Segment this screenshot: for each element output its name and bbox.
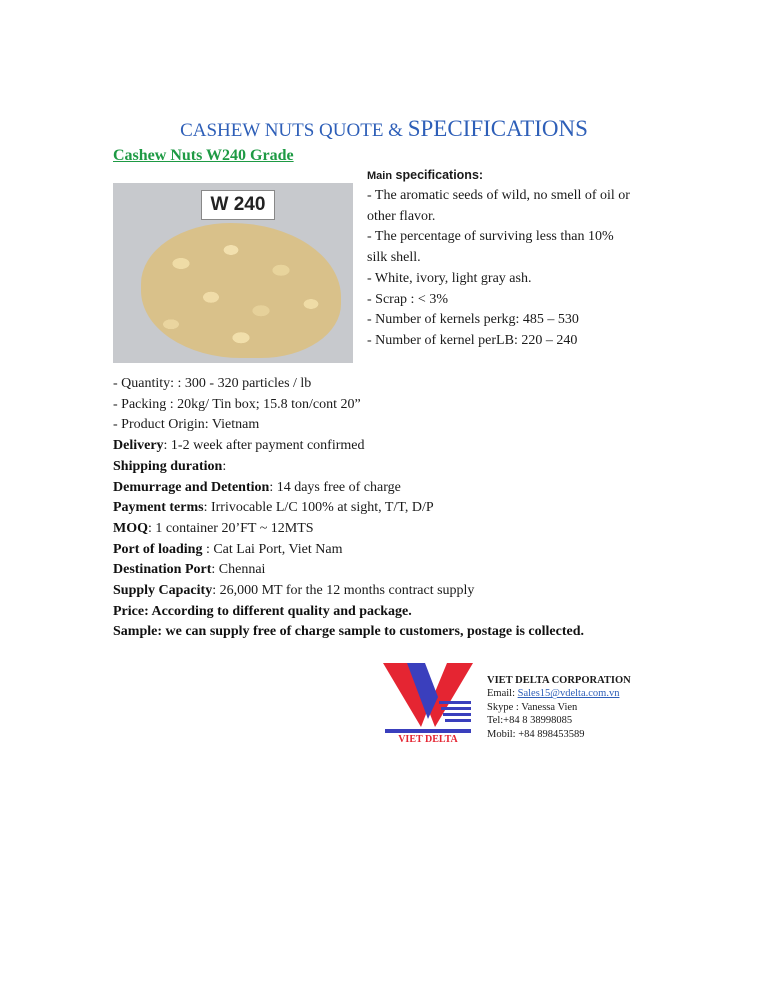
cashew-pile-image — [141, 223, 341, 358]
spec-line: silk shell. — [367, 250, 421, 266]
product-subtitle: Cashew Nuts W240 Grade — [113, 147, 294, 164]
contact-block — [487, 674, 631, 741]
spec-line: - Number of kernel perLB: 220 – 240 — [367, 332, 578, 348]
moq-line: MOQ: 1 container 20’FT ~ 12MTS — [113, 520, 314, 536]
spec-line: other flavor. — [367, 208, 436, 224]
spec-line: - White, ivory, light gray ash. — [367, 270, 532, 286]
mobil-line: Mobil: +84 898453589 — [487, 728, 585, 740]
packing-line: - Packing : 20kg/ Tin box; 15.8 ton/cont 20” — [113, 396, 361, 412]
price-line: Price: According to different quality and package. — [113, 603, 412, 619]
delivery-line: Delivery: 1-2 week after payment confirmed — [113, 438, 365, 454]
cashew-photo — [113, 183, 353, 363]
spec-line: - Number of kernels perkg: 485 – 530 — [367, 312, 579, 328]
main-specifications — [367, 165, 667, 352]
title-part1: CASHEW NUTS QUOTE & — [180, 120, 408, 141]
destination-line: Destination Port: Chennai — [113, 562, 266, 578]
spec-line: - The percentage of surviving less than 10% — [367, 229, 614, 245]
viet-delta-logo — [381, 661, 475, 743]
spec-line: - The aromatic seeds of wild, no smell of oil or — [367, 188, 630, 203]
order-details — [113, 374, 673, 643]
payment-line: Payment terms: Irrivocable L/C 100% at sight, T/T, D/P — [113, 500, 434, 516]
sample-line: Sample: we can supply free of charge sample to customers, postage is collected. — [113, 624, 585, 640]
email-line: Email: Sales15@vdelta.com.vn — [487, 688, 620, 700]
logo-text: VIET DELTA — [398, 734, 458, 743]
demurrage-line: Demurrage and Detention: 14 days free of charge — [113, 479, 401, 495]
quantity-line: - Quantity: : 300 - 320 particles / lb — [113, 376, 312, 391]
origin-line: - Product Origin: Vietnam — [113, 417, 260, 433]
grade-label: W 240 — [201, 190, 275, 220]
supply-line: Supply Capacity: 26,000 MT for the 12 months contract supply — [113, 583, 475, 599]
port-line: Port of loading : Cat Lai Port, Viet Nam — [113, 541, 343, 557]
email-link[interactable]: Sales15@vdelta.com.vn — [517, 688, 620, 700]
document-title — [0, 116, 768, 142]
skype-line: Skype : Vanessa Vien — [487, 701, 578, 713]
tel-line: Tel:+84 8 38998085 — [487, 715, 573, 727]
specs-heading: Main specifications: — [367, 168, 484, 182]
title-part2: SPECIFICATIONS — [407, 116, 588, 141]
company-name: VIET DELTA CORPORATION — [487, 675, 631, 686]
shipping-line: Shipping duration: — [113, 458, 227, 474]
spec-line: - Scrap : < 3% — [367, 291, 448, 307]
